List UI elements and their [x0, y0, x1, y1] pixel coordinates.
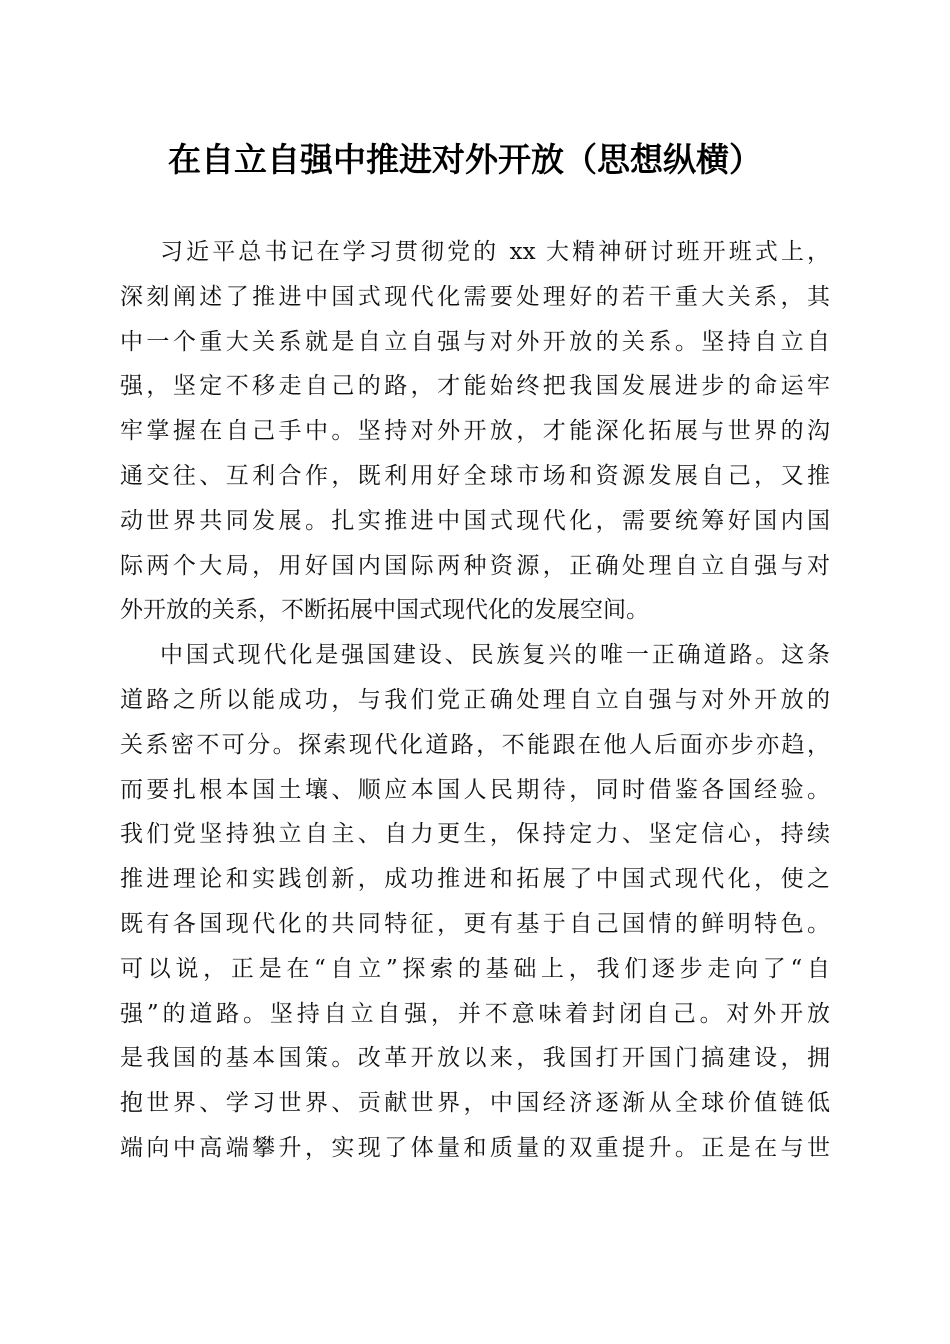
paragraph-line: 通交往、互利合作，既利用好全球市场和资源发展自己，又推	[120, 462, 830, 489]
paragraph-line: 是我国的基本国策。改革开放以来，我国打开国门搞建设，拥	[120, 1045, 830, 1072]
paragraph-line: 中一个重大关系就是自立自强与对外开放的关系。坚持自立自	[120, 328, 830, 355]
paragraph-line: 牢掌握在自己手中。坚持对外开放，才能深化拓展与世界的沟	[120, 418, 830, 445]
paragraph-line: 中国式现代化是强国建设、民族复兴的唯一正确道路。这条	[160, 642, 830, 669]
paragraph-line: 深刻阐述了推进中国式现代化需要处理好的若干重大关系，其	[120, 283, 830, 310]
document-title: 在自立自强中推进对外开放（思想纵横）	[168, 140, 762, 179]
paragraph-line: 动世界共同发展。扎实推进中国式现代化，需要统筹好国内国	[120, 507, 830, 534]
paragraph-line: 外开放的关系，不断拓展中国式现代化的发展空间。	[120, 597, 649, 624]
paragraph-line: 抱世界、学习世界、贡献世界，中国经济逐渐从全球价值链低	[120, 1090, 830, 1117]
paragraph-line: 我们党坚持独立自主、自力更生，保持定力、坚定信心，持续	[120, 821, 830, 848]
paragraph-line: 习近平总书记在学习贯彻党的 xx 大精神研讨班开班式上，	[160, 239, 830, 265]
paragraph-line: 际两个大局，用好国内国际两种资源，正确处理自立自强与对	[120, 552, 830, 579]
paragraph-line: 推进理论和实践创新，成功推进和拓展了中国式现代化，使之	[120, 866, 830, 893]
paragraph-line: 强”的道路。坚持自立自强，并不意味着封闭自己。对外开放	[120, 1000, 830, 1027]
document-body	[120, 230, 830, 1171]
paragraph-line: 关系密不可分。探索现代化道路，不能跟在他人后面亦步亦趋，	[120, 731, 830, 758]
paragraph-line: 道路之所以能成功，与我们党正确处理自立自强与对外开放的	[120, 686, 830, 713]
paragraph-line: 既有各国现代化的共同特征，更有基于自己国情的鲜明特色。	[120, 910, 830, 937]
paragraph-line: 端向中高端攀升，实现了体量和质量的双重提升。正是在与世	[120, 1134, 830, 1161]
paragraph-line: 强，坚定不移走自己的路，才能始终把我国发展进步的命运牢	[120, 373, 830, 400]
paragraph-line: 可以说，正是在“自立”探索的基础上，我们逐步走向了“自	[120, 955, 830, 982]
paragraph-1	[120, 230, 830, 633]
paragraph-2	[120, 633, 830, 1171]
paragraph-line: 而要扎根本国土壤、顺应本国人民期待，同时借鉴各国经验。	[120, 776, 830, 803]
